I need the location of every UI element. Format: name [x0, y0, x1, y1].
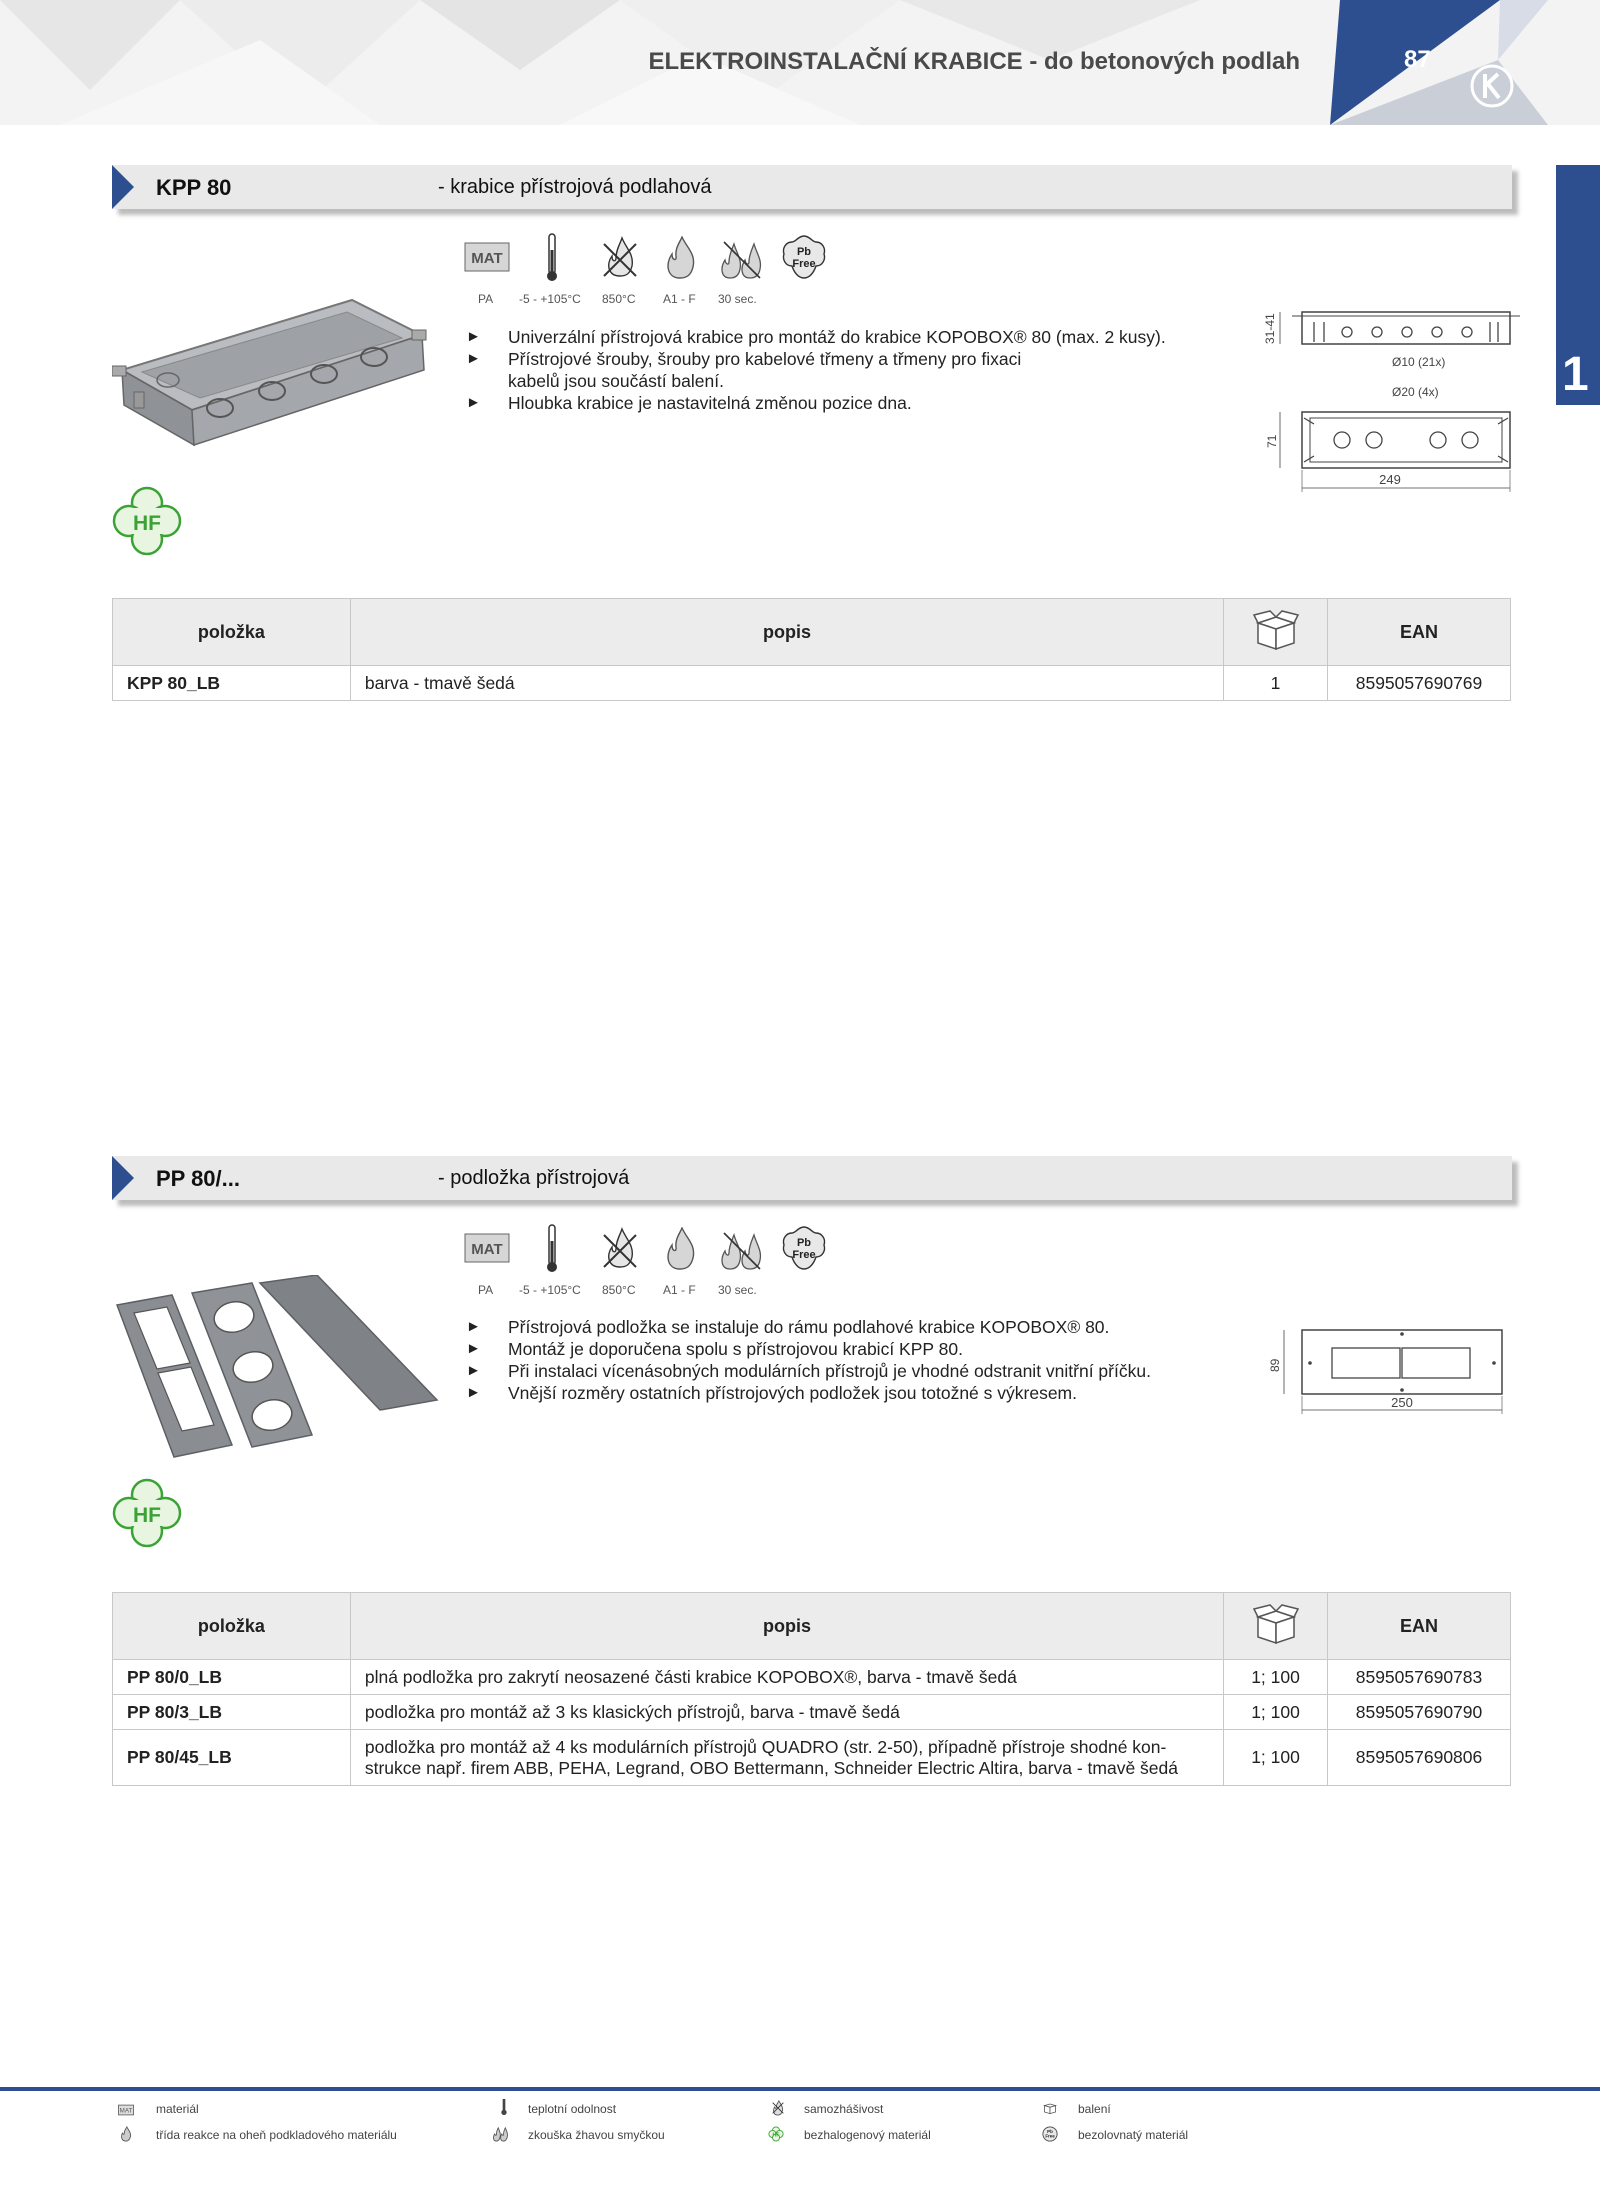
fire-class-label: A1 - F — [663, 292, 696, 306]
glow-wire-icon — [492, 2126, 508, 2142]
item-description: barva - tmavě šedá — [350, 666, 1223, 701]
col-header-description: popis — [350, 1593, 1223, 1660]
brand-logo-icon — [1468, 62, 1516, 110]
extinguish-time-label: 30 sec. — [718, 1283, 757, 1297]
product-description: - podložka přístrojová — [438, 1167, 630, 1189]
item-code: PP 80/0_LB — [113, 1660, 351, 1695]
section-bar-pp80 — [112, 1156, 1512, 1200]
box-icon — [1252, 609, 1300, 651]
feature-item: ► Při instalaci vícenásobných modulárních přístrojů je vhodné odstranit vnitřní příčku. — [466, 1360, 1226, 1382]
feature-list-kpp80 — [466, 326, 1226, 414]
product-code: PP 80/... — [156, 1166, 240, 1191]
col-header-ean: EAN — [1328, 599, 1511, 666]
flame-icon — [660, 1227, 700, 1271]
self-extinguish-icon — [600, 1227, 640, 1271]
feature-list-pp80 — [466, 1316, 1226, 1404]
legend-lead-free: bezolovnatý materiál — [1078, 2128, 1189, 2142]
pb-label: Pb — [796, 1237, 812, 1249]
glow-temperature-label: 850°C — [602, 292, 636, 306]
box-icon — [1042, 2100, 1058, 2116]
flame-icon — [118, 2126, 134, 2142]
page-number: 87 — [1404, 46, 1431, 73]
svg-text:Free: Free — [1045, 2133, 1055, 2139]
svg-text:MAT: MAT — [119, 2107, 133, 2115]
legend-self-extinguish: samozhášivost — [804, 2102, 884, 2116]
thermometer-icon — [496, 2099, 512, 2115]
section-marker — [112, 165, 134, 209]
feature-item: ► Vnější rozměry ostatních přístrojových podložek jsou totožné s výkresem. — [466, 1382, 1226, 1404]
legend-temperature: teplotní odolnost — [528, 2102, 617, 2116]
item-description-line: strukce např. firem ABB, PEHA, Legrand, OBO Bettermann, Schneider Electric Altira, barva - tmavě šedá — [364, 1757, 1178, 1778]
property-icons — [462, 1223, 862, 1303]
dim-height-top: 31-41 — [1263, 313, 1277, 344]
glow-wire-icon — [718, 1227, 764, 1271]
item-description-line: podložka pro montáž až 4 ks modulárních přístrojů QUADRO (str. 2-50), případně přístroje shodné kon- — [364, 1736, 1167, 1757]
product-photo-kpp80 — [112, 290, 437, 450]
flame-icon — [660, 236, 700, 280]
fire-class-label: A1 - F — [663, 1283, 696, 1297]
product-description: - krabice přístrojová podlahová — [438, 176, 712, 198]
legend-fire-class: třída reakce na oheň podkladového materiálu — [156, 2128, 397, 2142]
table-row — [113, 666, 1511, 701]
svg-text:HF: HF — [772, 2132, 780, 2139]
item-code: KPP 80_LB — [113, 666, 351, 701]
item-description — [350, 1730, 1223, 1786]
mat-icon — [118, 2102, 134, 2118]
table-row — [113, 1660, 1511, 1695]
pb-free-icon — [1042, 2126, 1058, 2142]
item-description: podložka pro montáž až 3 ks klasických přístrojů, barva - tmavě šedá — [350, 1695, 1223, 1730]
legend-package: balení — [1078, 2102, 1111, 2116]
free-label: Free — [792, 258, 816, 270]
feature-item: ► Přístrojová podložka se instaluje do rámu podlahové krabice KOPOBOX® 80. — [466, 1316, 1226, 1338]
hole-small-label: Ø10 (21x) — [1392, 355, 1446, 369]
product-table-pp80 — [112, 1592, 1511, 1786]
section-bar-kpp80 — [112, 165, 1512, 209]
material-label: PA — [478, 292, 494, 306]
hf-label: HF — [133, 512, 161, 535]
table-header-row — [113, 1593, 1511, 1660]
hole-large-label: Ø20 (4x) — [1392, 385, 1439, 399]
dim-width: 249 — [1379, 472, 1401, 487]
item-ean: 8595057690783 — [1328, 1660, 1511, 1695]
self-extinguish-icon — [600, 236, 640, 280]
dim-height: 89 — [1268, 1358, 1282, 1372]
item-ean: 8595057690790 — [1328, 1695, 1511, 1730]
feature-item: ► Hloubka krabice je nastavitelná změnou pozice dna. — [466, 392, 1226, 414]
hf-badge — [112, 1478, 182, 1548]
thermometer-icon — [544, 232, 560, 282]
item-code: PP 80/45_LB — [113, 1730, 351, 1786]
hf-badge — [112, 486, 182, 556]
item-quantity: 1; 100 — [1224, 1695, 1328, 1730]
page-header-title: ELEKTROINSTALAČNÍ KRABICE - do betonových podlah — [648, 48, 1300, 75]
hf-label: HF — [133, 1504, 161, 1527]
product-table-kpp80 — [112, 598, 1511, 701]
property-icons — [462, 232, 862, 312]
col-header-package — [1224, 1593, 1328, 1660]
col-header-description: popis — [350, 599, 1223, 666]
feature-item: ► Univerzální přístrojová krabice pro montáž do krabice KOPOBOX® 80 (max. 2 kusy). — [466, 326, 1226, 348]
chapter-number: 1 — [1562, 348, 1589, 401]
item-quantity: 1 — [1224, 666, 1328, 701]
legend-glow-wire: zkouška žhavou smyčkou — [528, 2128, 665, 2142]
table-row — [113, 1730, 1511, 1786]
product-photo-pp80 — [112, 1275, 442, 1465]
mat-icon — [464, 242, 510, 272]
feature-item: ► Přístrojové šrouby, šrouby pro kabelové třmeny a třmeny pro fixaci kabelů jsou součástí balení. — [466, 348, 1028, 392]
technical-drawing-kpp80 — [1262, 300, 1522, 500]
col-header-ean: EAN — [1328, 1593, 1511, 1660]
mat-icon — [464, 1233, 510, 1263]
item-quantity: 1; 100 — [1224, 1660, 1328, 1695]
item-ean: 8595057690806 — [1328, 1730, 1511, 1786]
item-description: plná podložka pro zakrytí neosazené části krabice KOPOBOX®, barva - tmavě šedá — [350, 1660, 1223, 1695]
col-header-item: položka — [113, 599, 351, 666]
self-extinguish-icon — [770, 2100, 786, 2116]
box-icon — [1252, 1603, 1300, 1645]
footer-divider — [0, 2087, 1600, 2091]
feature-item: ► Montáž je doporučena spolu s přístrojovou krabicí KPP 80. — [466, 1338, 1226, 1360]
mat-icon-label: MAT — [471, 1241, 503, 1258]
material-label: PA — [478, 1283, 494, 1297]
temperature-label: -5 - +105°C — [519, 292, 581, 306]
temperature-label: -5 - +105°C — [519, 1283, 581, 1297]
extinguish-time-label: 30 sec. — [718, 292, 757, 306]
table-row — [113, 1695, 1511, 1730]
thermometer-icon — [544, 1223, 560, 1273]
legend-halogen-free: bezhalogenový materiál — [804, 2128, 931, 2142]
item-code: PP 80/3_LB — [113, 1695, 351, 1730]
glow-temperature-label: 850°C — [602, 1283, 636, 1297]
technical-drawing-pp80 — [1262, 1320, 1522, 1420]
hf-icon — [768, 2126, 784, 2142]
table-header-row — [113, 599, 1511, 666]
dim-width: 250 — [1391, 1395, 1413, 1410]
product-code: KPP 80 — [156, 175, 232, 200]
glow-wire-icon — [718, 236, 764, 280]
section-marker — [112, 1156, 134, 1200]
legend-material: materiál — [156, 2102, 199, 2116]
svg-text:Pb: Pb — [1047, 2129, 1053, 2135]
free-label: Free — [792, 1249, 816, 1261]
item-ean: 8595057690769 — [1328, 666, 1511, 701]
col-header-item: položka — [113, 1593, 351, 1660]
mat-icon-label: MAT — [471, 250, 503, 267]
chapter-tab — [1556, 165, 1600, 405]
item-quantity: 1; 100 — [1224, 1730, 1328, 1786]
pb-label: Pb — [796, 246, 812, 258]
dim-height-bottom: 71 — [1265, 434, 1279, 448]
col-header-package — [1224, 599, 1328, 666]
pb-free-icon — [780, 234, 828, 280]
pb-free-icon — [780, 1225, 828, 1271]
